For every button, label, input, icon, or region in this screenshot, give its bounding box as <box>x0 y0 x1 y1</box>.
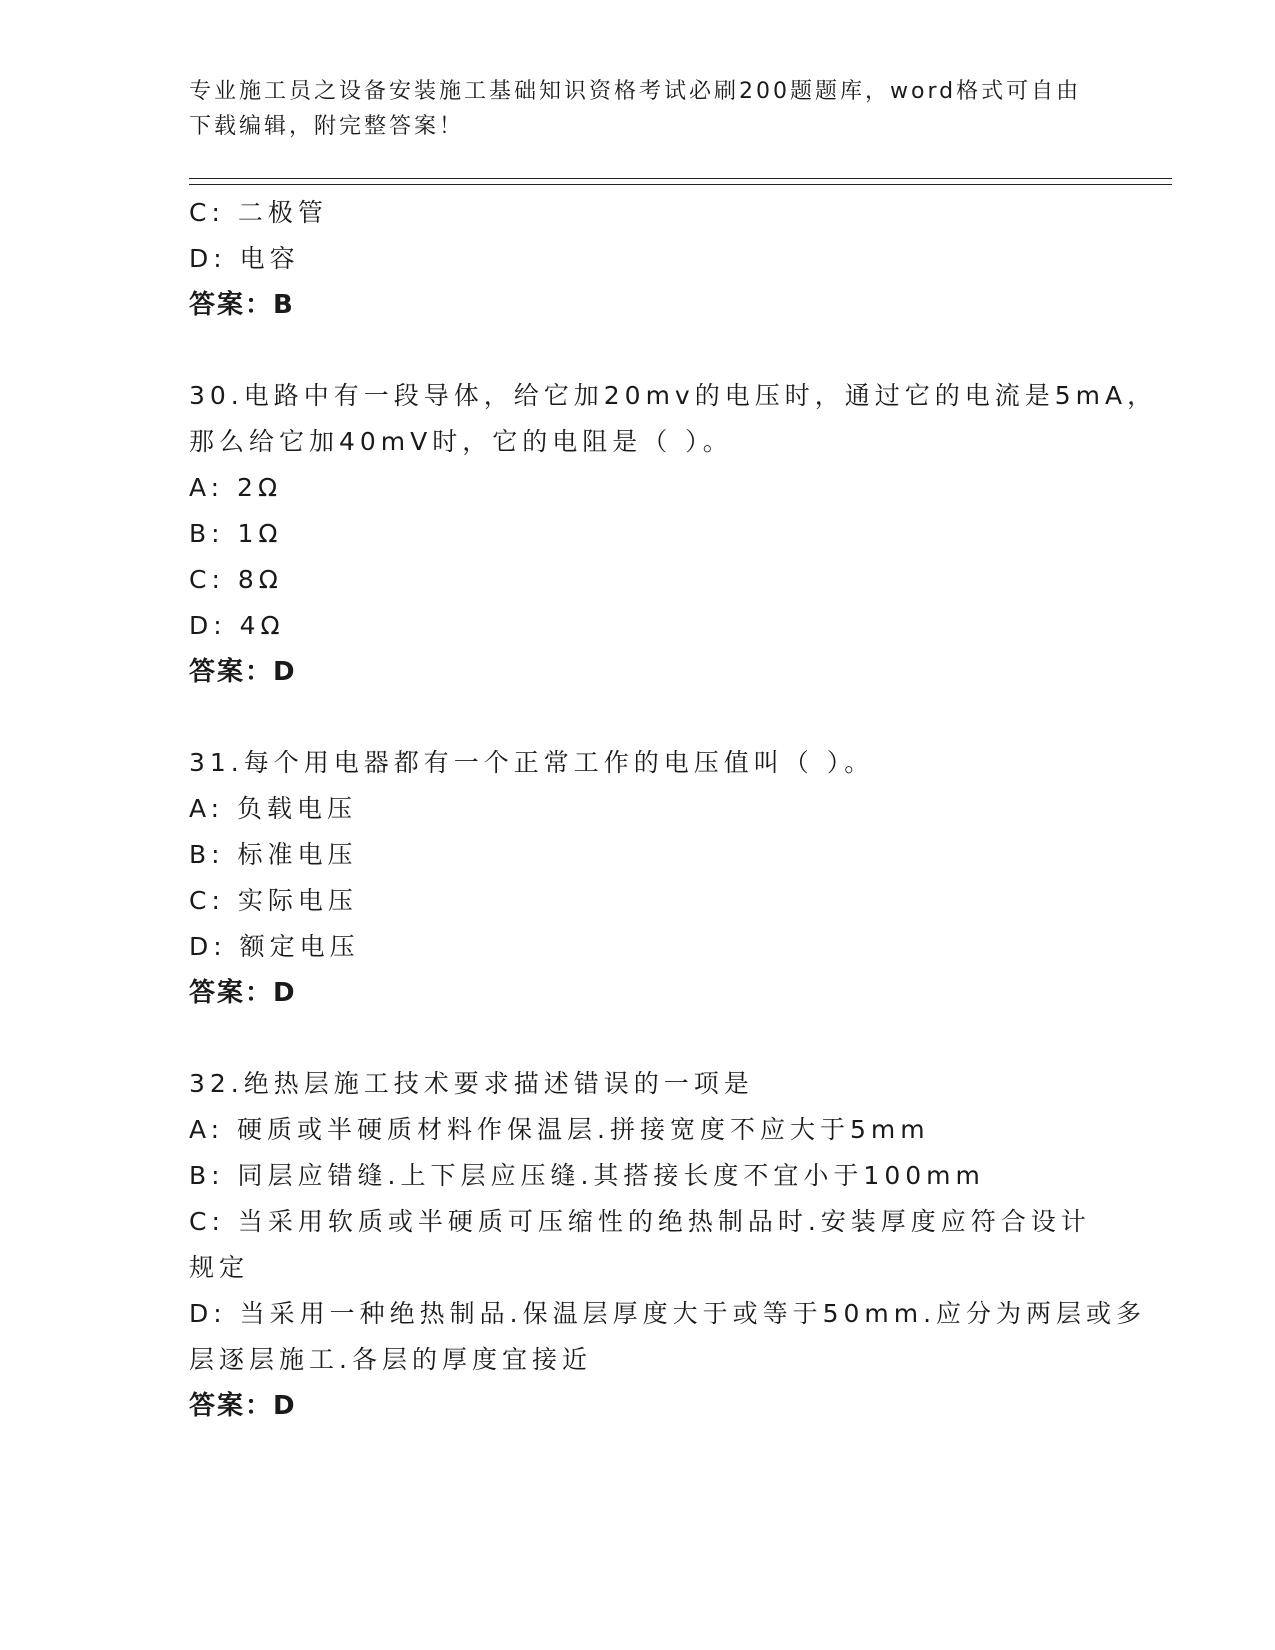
question-32 <box>189 1061 1147 1429</box>
option-b: B: 1Ω <box>189 519 283 548</box>
spacer <box>189 1016 1089 1061</box>
option-d-continued: 层逐层施工.各层的厚度宜接近 <box>189 1345 592 1374</box>
option-a: A: 负载电压 <box>189 794 358 823</box>
option-c: C: 当采用软质或半硬质可压缩性的绝热制品时.安装厚度应符合设计 <box>189 1207 1091 1236</box>
option-c: C: 实际电压 <box>189 886 358 915</box>
answer-line: 答案：D <box>189 657 297 687</box>
option-c: C: 二极管 <box>189 198 328 227</box>
option-d: D: 额定电压 <box>189 932 360 961</box>
question-stem: 30.电路中有一段导体，给它加20mv的电压时，通过它的电流是5mA， <box>189 381 1158 410</box>
option-b: B: 同层应错缝.上下层应压缝.其搭接长度不宜小于100mm <box>189 1161 985 1190</box>
header-line-1: 专业施工员之设备安装施工基础知识资格考试必刷200题题库，word格式可自由 <box>189 79 1082 104</box>
spacer <box>189 695 1089 740</box>
option-d: D: 4Ω <box>189 611 285 640</box>
option-b: B: 标准电压 <box>189 840 358 869</box>
spacer <box>189 328 1089 373</box>
option-d: D: 电容 <box>189 244 300 273</box>
answer-line: 答案：B <box>189 290 295 320</box>
question-stem: 31.每个用电器都有一个正常工作的电压值叫（ ）。 <box>189 748 875 777</box>
question-31 <box>189 740 1089 1016</box>
prev-question-block <box>189 190 1089 328</box>
question-stem: 那么给它加40mV时，它的电阻是（ ）。 <box>189 427 733 456</box>
header-rule-bottom <box>189 184 1172 185</box>
question-30 <box>189 373 1158 695</box>
option-a: A: 硬质或半硬质材料作保温层.拼接宽度不应大于5mm <box>189 1115 930 1144</box>
answer-line: 答案：D <box>189 978 297 1008</box>
document-body <box>189 190 1158 1429</box>
option-c: C: 8Ω <box>189 565 283 594</box>
option-d: D: 当采用一种绝热制品.保温层厚度大于或等于50mm.应分为两层或多 <box>189 1299 1147 1328</box>
question-stem: 32.绝热层施工技术要求描述错误的一项是 <box>189 1069 754 1098</box>
header-rule-top <box>189 178 1172 179</box>
answer-line: 答案：D <box>189 1391 297 1421</box>
option-c-continued: 规定 <box>189 1253 250 1282</box>
document-header <box>189 74 1089 144</box>
option-a: A: 2Ω <box>189 473 283 502</box>
header-line-2: 下载编辑，附完整答案！ <box>189 114 465 139</box>
